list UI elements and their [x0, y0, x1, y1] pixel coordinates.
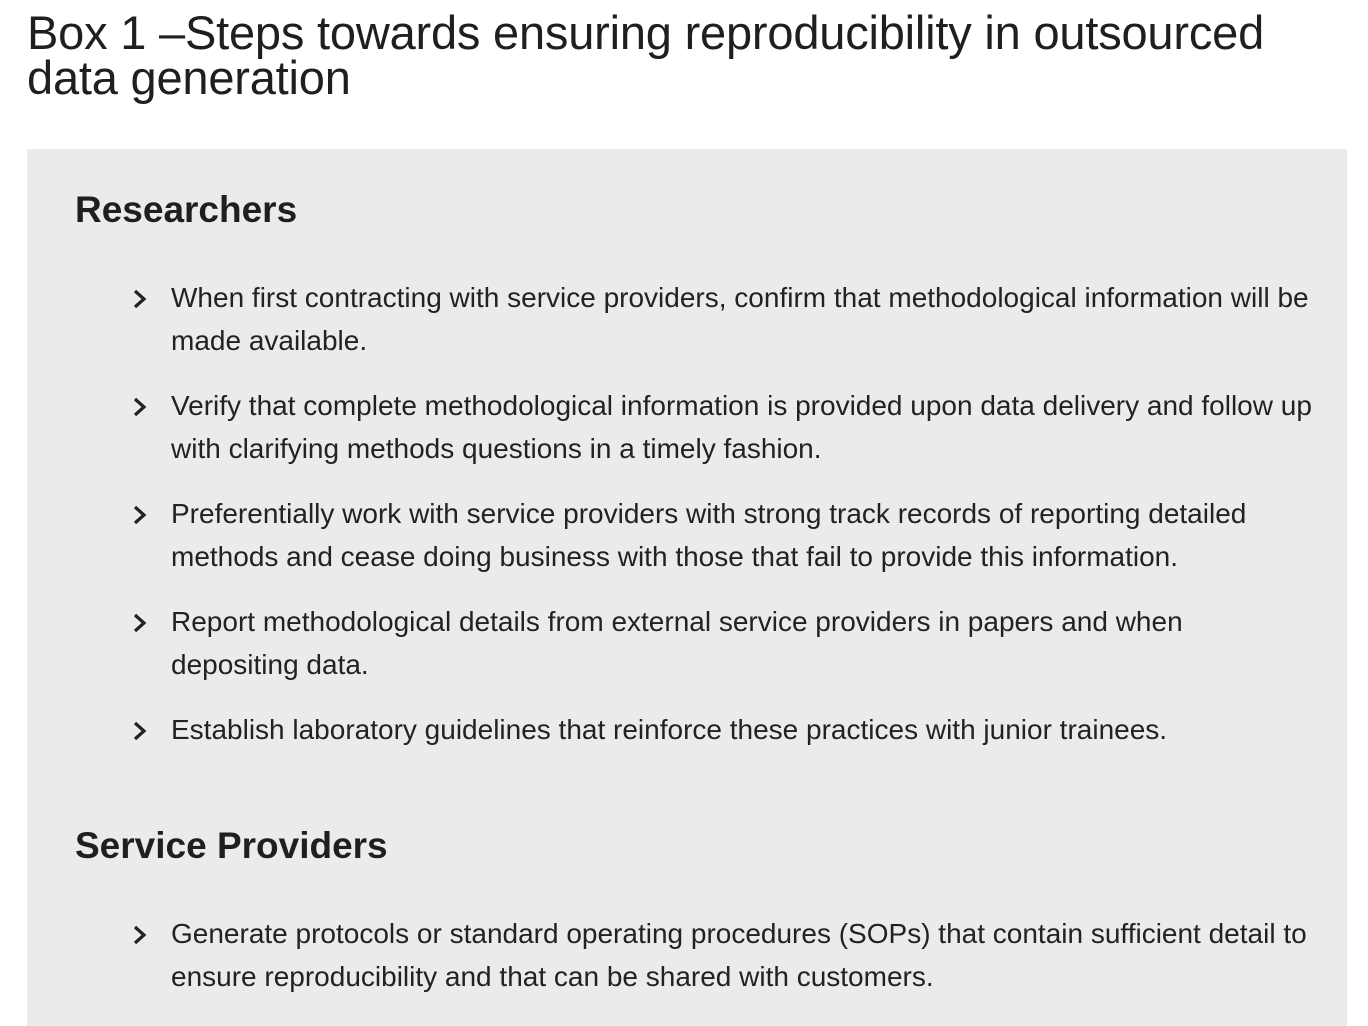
section-heading-researchers: Researchers: [75, 189, 298, 230]
service-providers-list: [27, 912, 1347, 998]
page-title: Box 1 –Steps towards ensuring reproducibility in outsourced data generation: [27, 6, 1265, 104]
info-box: [27, 149, 1347, 1026]
list-item-text: When first contracting with service providers, confirm that methodological information will be made available.: [171, 282, 1309, 356]
chevron-right-icon: [131, 397, 149, 417]
list-item: [27, 708, 1347, 751]
researchers-list: [27, 276, 1347, 751]
list-item-text: Preferentially work with service providers with strong track records of reporting detailed methods and cease doing business with those that fail to provide this information.: [171, 498, 1247, 572]
chevron-right-icon: [131, 925, 149, 945]
list-item-text: Verify that complete methodological information is provided upon data delivery and follow up with clarifying methods questions in a timely fashion.: [171, 390, 1312, 464]
list-item: [27, 276, 1347, 362]
chevron-right-icon: [131, 721, 149, 741]
section-heading-service-providers: Service Providers: [75, 825, 388, 866]
list-item-text: Report methodological details from external service providers in papers and when depositing data.: [171, 606, 1183, 680]
list-item-text: Establish laboratory guidelines that reinforce these practices with junior trainees.: [171, 714, 1168, 745]
chevron-right-icon: [131, 505, 149, 525]
chevron-right-icon: [131, 289, 149, 309]
list-item: [27, 384, 1347, 470]
list-item: [27, 492, 1347, 578]
list-item: [27, 912, 1347, 998]
list-item: [27, 600, 1347, 686]
list-item-text: Generate protocols or standard operating procedures (SOPs) that contain sufficient detail to ensure reproducibility and that can be shared with customers.: [171, 918, 1307, 992]
chevron-right-icon: [131, 613, 149, 633]
